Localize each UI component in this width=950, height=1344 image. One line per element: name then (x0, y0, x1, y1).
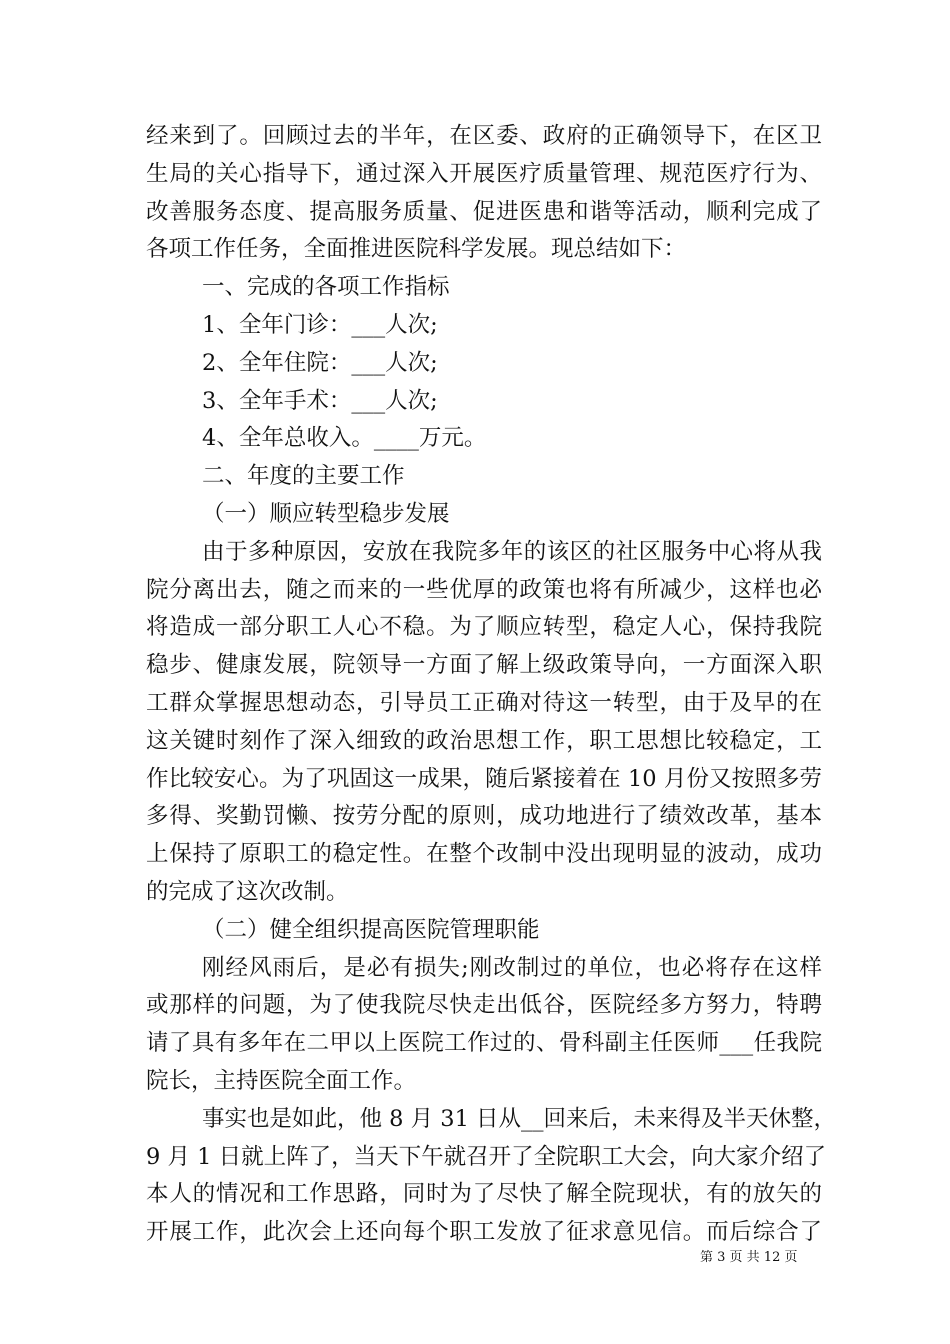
text-line: 生局的关心指导下，通过深入开展医疗质量管理、规范医疗行为、 (146, 160, 822, 187)
text-line: 经来到了。回顾过去的半年，在区委、政府的正确领导下，在区卫 (146, 123, 822, 149)
text-line: 各项工作任务，全面推进医院科学发展。现总结如下： (146, 236, 687, 263)
document-body (146, 118, 837, 1252)
text-line: 开展工作，此次会上还向每个职工发放了征求意见信。而后综合了 (146, 1219, 822, 1246)
text-line: 院分离出去，随之而来的一些优厚的政策也将有所减少，这样也必 (146, 576, 822, 603)
text-line: 请了具有多年在二甲以上医院工作过的、骨科副主任医师___任我院 (146, 1030, 822, 1057)
text-line: 9 月 1 日就上阵了，当天下午就召开了全院职工大会，向大家介绍了 (146, 1143, 827, 1170)
text-line: 二、年度的主要工作 (202, 463, 405, 490)
text-line: 工群众掌握思想动态，引导员工正确对待这一转型，由于及早的在 (146, 689, 822, 716)
text-line: 事实也是如此，他 8 月 31 日从__回来后，未来得及半天休整， (202, 1105, 837, 1132)
page-number-footer: 第 3 页 共 12 页 (700, 1250, 798, 1265)
text-line: （二）健全组织提高医院管理职能 (202, 916, 540, 943)
text-line: 由于多种原因，安放在我院多年的该区的社区服务中心将从我 (202, 538, 822, 565)
text-line: 本人的情况和工作思路，同时为了尽快了解全院现状，有的放矢的 (146, 1181, 822, 1208)
text-line: 稳步、健康发展，院领导一方面了解上级政策导向，一方面深入职 (146, 652, 822, 679)
text-line: 或那样的问题，为了使我院尽快走出低谷，医院经多方努力，特聘 (146, 992, 822, 1019)
text-line: 将造成一部分职工人心不稳。为了顺应转型，稳定人心，保持我院 (146, 614, 822, 641)
text-line: （一）顺应转型稳步发展 (202, 500, 450, 527)
text-line: 作比较安心。为了巩固这一成果，随后紧接着在 10 月份又按照多劳 (146, 765, 822, 792)
text-line: 多得、奖勤罚懒、按劳分配的原则，成功地进行了绩效改革，基本 (146, 803, 822, 830)
text-line: 2、全年住院：___人次; (202, 349, 438, 376)
text-line: 1、全年门诊：___人次; (202, 311, 438, 338)
text-line: 一、完成的各项工作指标 (202, 274, 450, 301)
text-line: 上保持了原职工的稳定性。在整个改制中没出现明显的波动，成功 (146, 841, 822, 868)
text-line: 3、全年手术：___人次; (202, 387, 438, 414)
text-line: 这关键时刻作了深入细致的政治思想工作，职工思想比较稳定，工 (146, 727, 822, 754)
text-line: 的完成了这次改制。 (146, 878, 349, 905)
text-line: 4、全年总收入。____万元。 (202, 425, 487, 452)
text-line: 改善服务态度、提高服务质量、促进医患和谐等活动，顺利完成了 (146, 198, 822, 225)
text-line: 院长，主持医院全面工作。 (146, 1067, 417, 1094)
text-line: 刚经风雨后，是必有损失;刚改制过的单位，也必将存在这样 (202, 954, 822, 981)
